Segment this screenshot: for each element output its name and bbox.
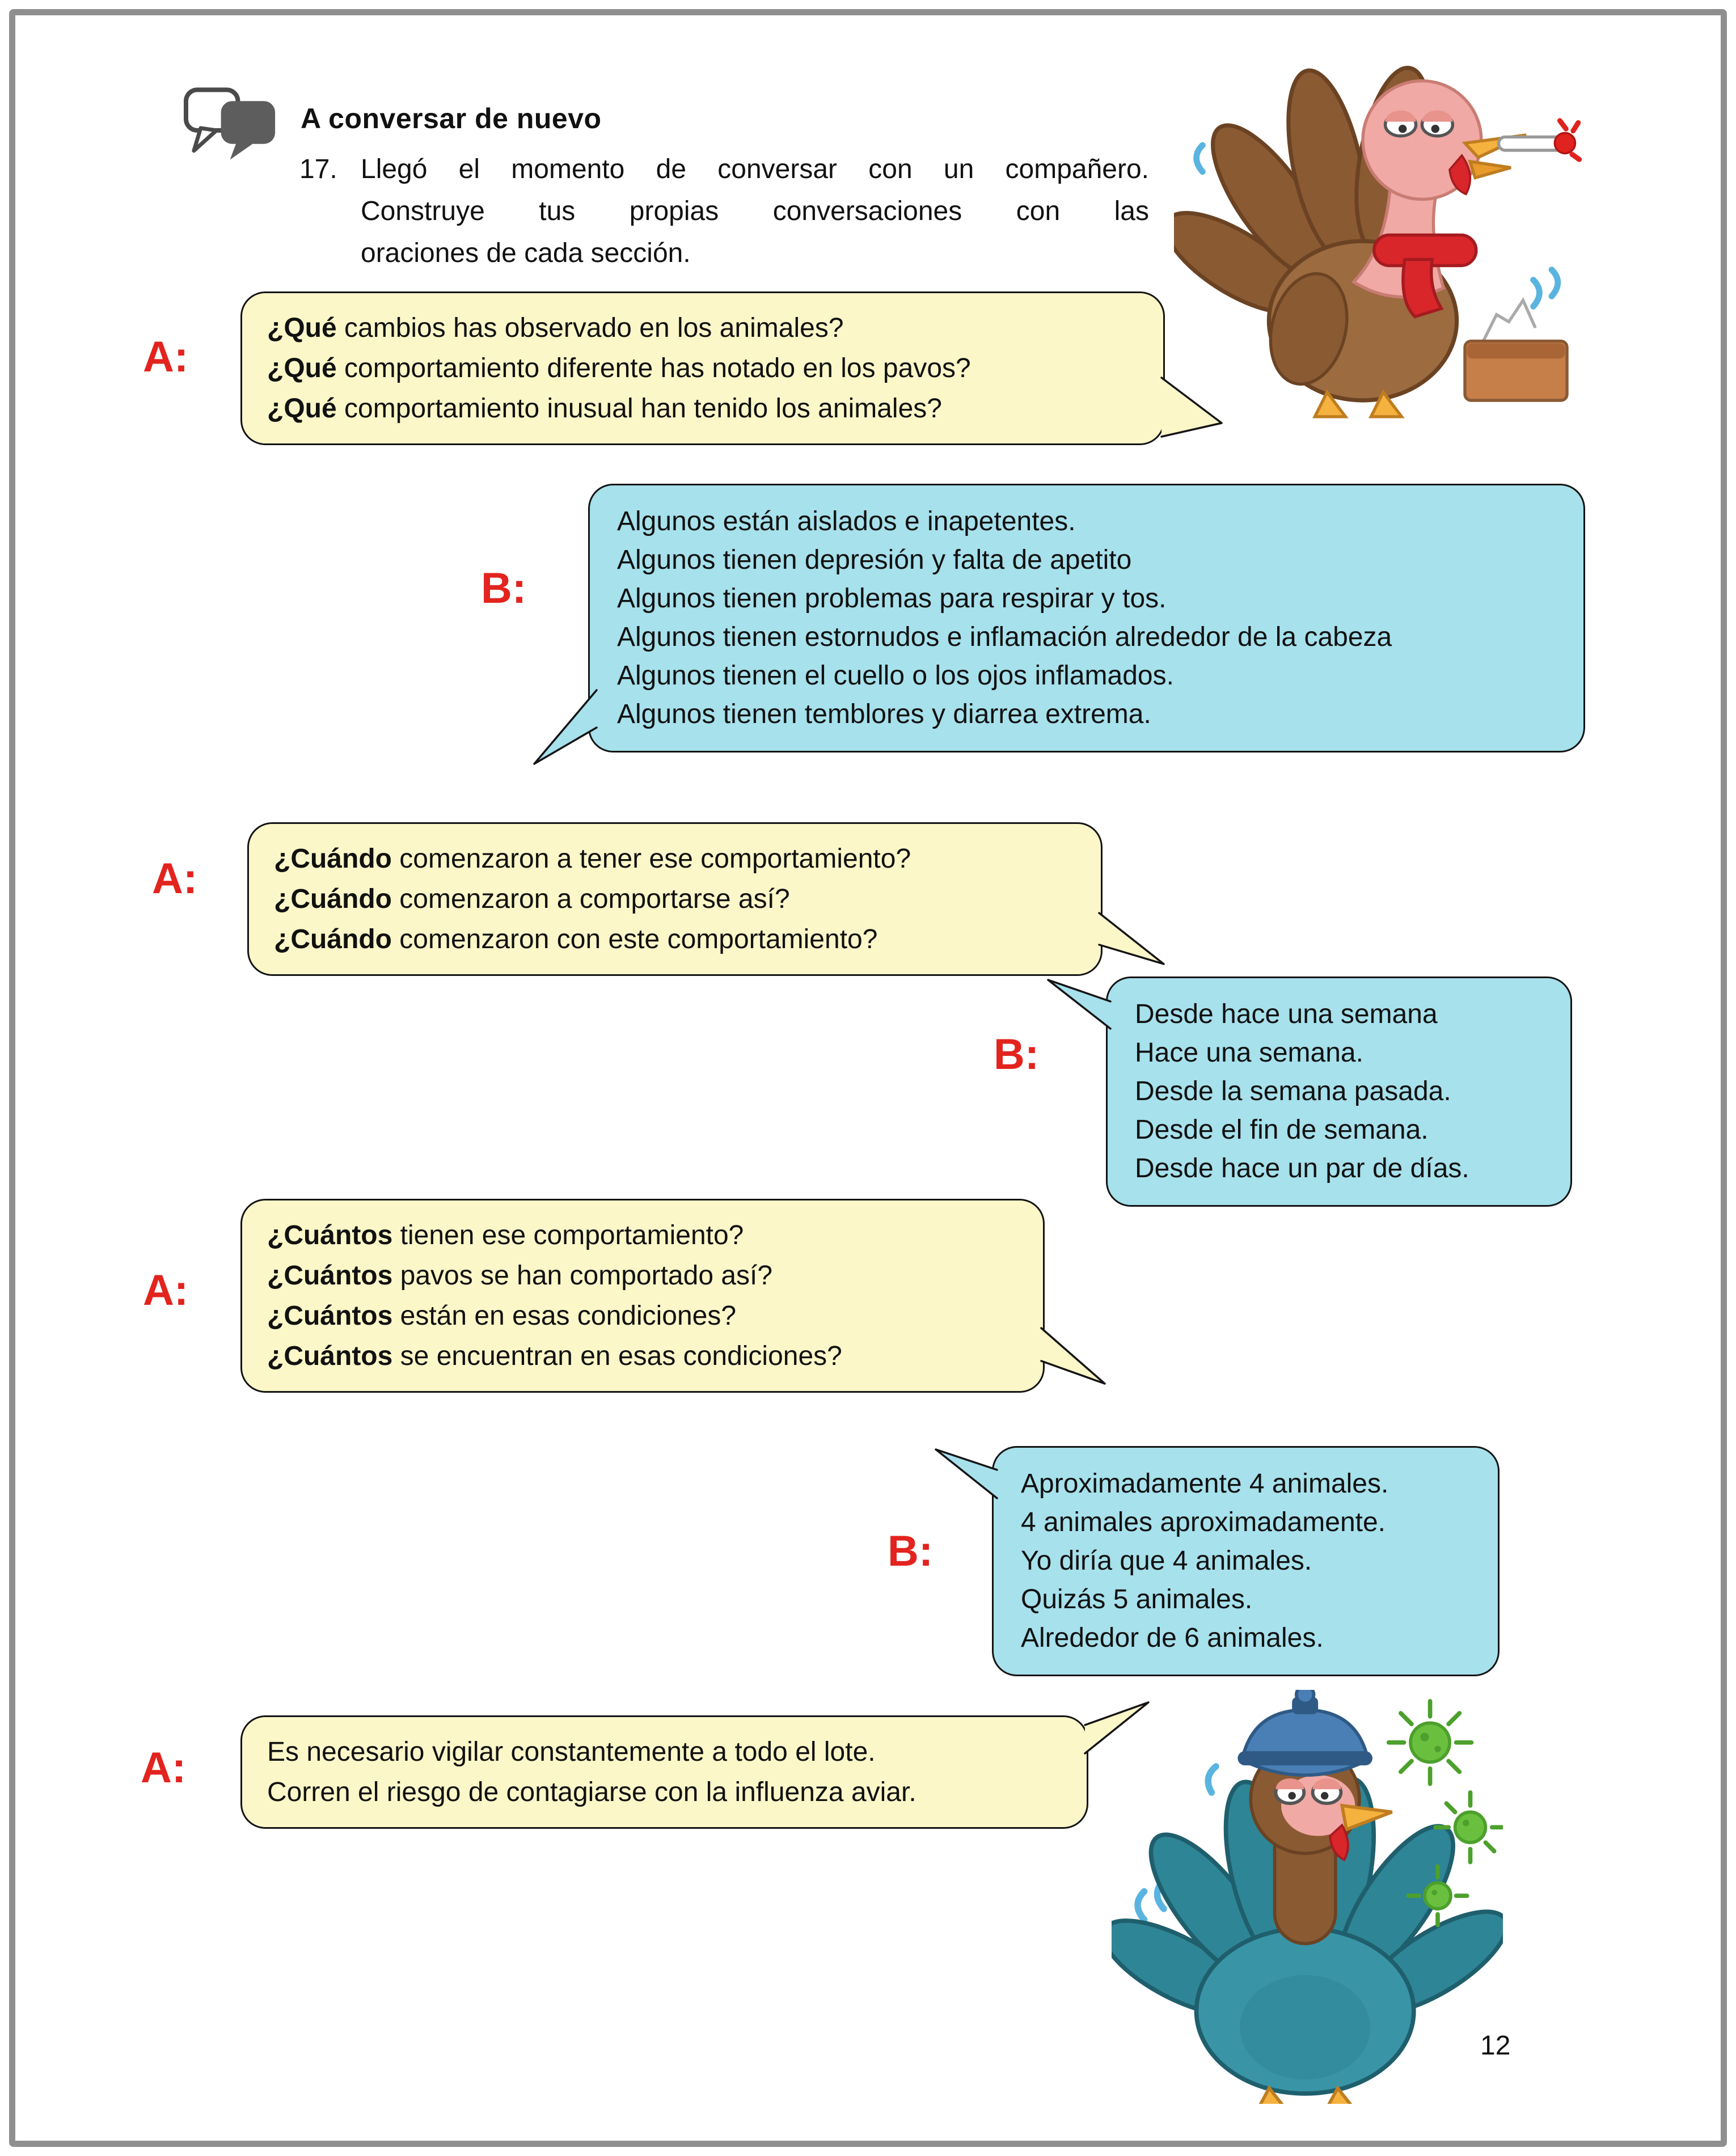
speaker-label-a-2: A: <box>152 855 198 903</box>
speech-bubble-b-1 <box>588 484 1585 753</box>
speech-bubble-a-4 <box>240 1715 1088 1829</box>
speech-bubbles-icon <box>183 85 282 164</box>
bubble-line: Desde hace un par de días. <box>1135 1153 1469 1183</box>
bubble-line: Desde el fin de semana. <box>1135 1115 1429 1145</box>
bubble-line: Algunos tienen problemas para respirar y tos. <box>617 584 1167 614</box>
bubble-line: Algunos tienen temblores y diarrea extrema. <box>617 699 1151 729</box>
bubble-tail <box>1042 974 1114 1039</box>
bubble-line: ¿Cuántos pavos se han comportado así? <box>267 1261 773 1291</box>
bubble-line: Corren el riesgo de contagiarse con la influenza aviar. <box>267 1777 916 1807</box>
bubble-line: 4 animales aproximadamente. <box>1021 1507 1386 1537</box>
bubble-tail <box>929 1445 1000 1510</box>
bubble-line: Desde la semana pasada. <box>1135 1076 1451 1106</box>
bubble-line: Algunos tienen el cuello o los ojos inflamados. <box>617 661 1174 691</box>
bubble-line: ¿Cuántos tienen ese comportamiento? <box>267 1220 744 1250</box>
page-number: 12 <box>1480 2031 1511 2061</box>
thermometer-tip <box>1555 133 1575 153</box>
bubble-line: ¿Cuándo comenzaron con este comportamiento? <box>274 924 878 954</box>
bubble-line: Desde hace una semana <box>1135 999 1438 1029</box>
speaker-label-b-1: B: <box>481 564 527 612</box>
item-number: 17. <box>299 154 337 184</box>
instruction-line: Construye tus propias conversaciones con las <box>361 196 1149 226</box>
sick-turkey-icepack-illustration <box>1112 1690 1503 2104</box>
bubble-line: ¿Qué comportamiento inusual han tenido los animales? <box>267 394 942 424</box>
bubble-line: ¿Cuántos se encuentran en esas condiciones? <box>267 1341 842 1371</box>
bubble-tail <box>526 683 600 771</box>
ice-pack-icon <box>1237 1690 1372 1775</box>
speech-bubble-a-2 <box>247 822 1103 976</box>
instruction-line: Llegó el momento de conversar con un compañero. <box>361 154 1149 184</box>
speech-bubble-b-3 <box>992 1446 1500 1676</box>
bubble-line: ¿Cuándo comenzaron a comportarse así? <box>274 884 790 914</box>
bubble-line: ¿Qué comportamiento diferente has notado en los pavos? <box>267 353 971 383</box>
instruction-text <box>361 149 1149 274</box>
bubble-line: Yo diría que 4 animales. <box>1021 1546 1312 1576</box>
tissue-box <box>1465 301 1567 400</box>
turkey-beak-lower <box>1470 162 1511 178</box>
bubble-line: Es necesario vigilar constantemente a todo el lote. <box>267 1737 876 1767</box>
instruction-line: oraciones de cada sección. <box>361 238 691 268</box>
bubble-line: Quizás 5 animales. <box>1021 1584 1253 1614</box>
bubble-tail <box>1038 1321 1112 1398</box>
speaker-label-a-4: A: <box>141 1744 187 1792</box>
bubble-line: ¿Cuándo comenzaron a tener ese comportamiento? <box>274 844 911 874</box>
speech-bubble-a-3 <box>240 1199 1045 1393</box>
speaker-label-a-1: A: <box>143 333 189 381</box>
bubble-tail <box>1082 1697 1155 1770</box>
sick-turkey-thermometer-illustration <box>1174 14 1582 439</box>
speaker-label-b-3: B: <box>888 1527 934 1575</box>
bubble-line: Alrededor de 6 animales. <box>1021 1623 1324 1653</box>
bubble-line: ¿Cuántos están en esas condiciones? <box>267 1301 737 1331</box>
speaker-label-b-2: B: <box>994 1030 1040 1079</box>
turkey-belly <box>1240 1975 1370 2079</box>
speaker-label-a-3: A: <box>143 1266 189 1314</box>
bubble-line: Algunos tienen depresión y falta de apetito <box>617 545 1132 575</box>
bubble-line: ¿Qué cambios has observado en los animales? <box>267 313 844 343</box>
speech-bubble-b-2 <box>1106 976 1572 1207</box>
bubble-line: Hace una semana. <box>1135 1038 1363 1068</box>
speech-bubble-a-1 <box>240 291 1165 445</box>
bubble-line: Aproximadamente 4 animales. <box>1021 1469 1389 1499</box>
virus-icon <box>1389 1701 1472 1784</box>
bubble-tail <box>1096 906 1169 977</box>
bubble-line: Algunos tienen estornudos e inflamación alrededor de la cabeza <box>617 622 1392 652</box>
bubble-tail <box>1158 367 1226 458</box>
section-title: A conversar de nuevo <box>301 103 602 134</box>
bubble-line: Algunos están aislados e inapetentes. <box>617 506 1076 536</box>
